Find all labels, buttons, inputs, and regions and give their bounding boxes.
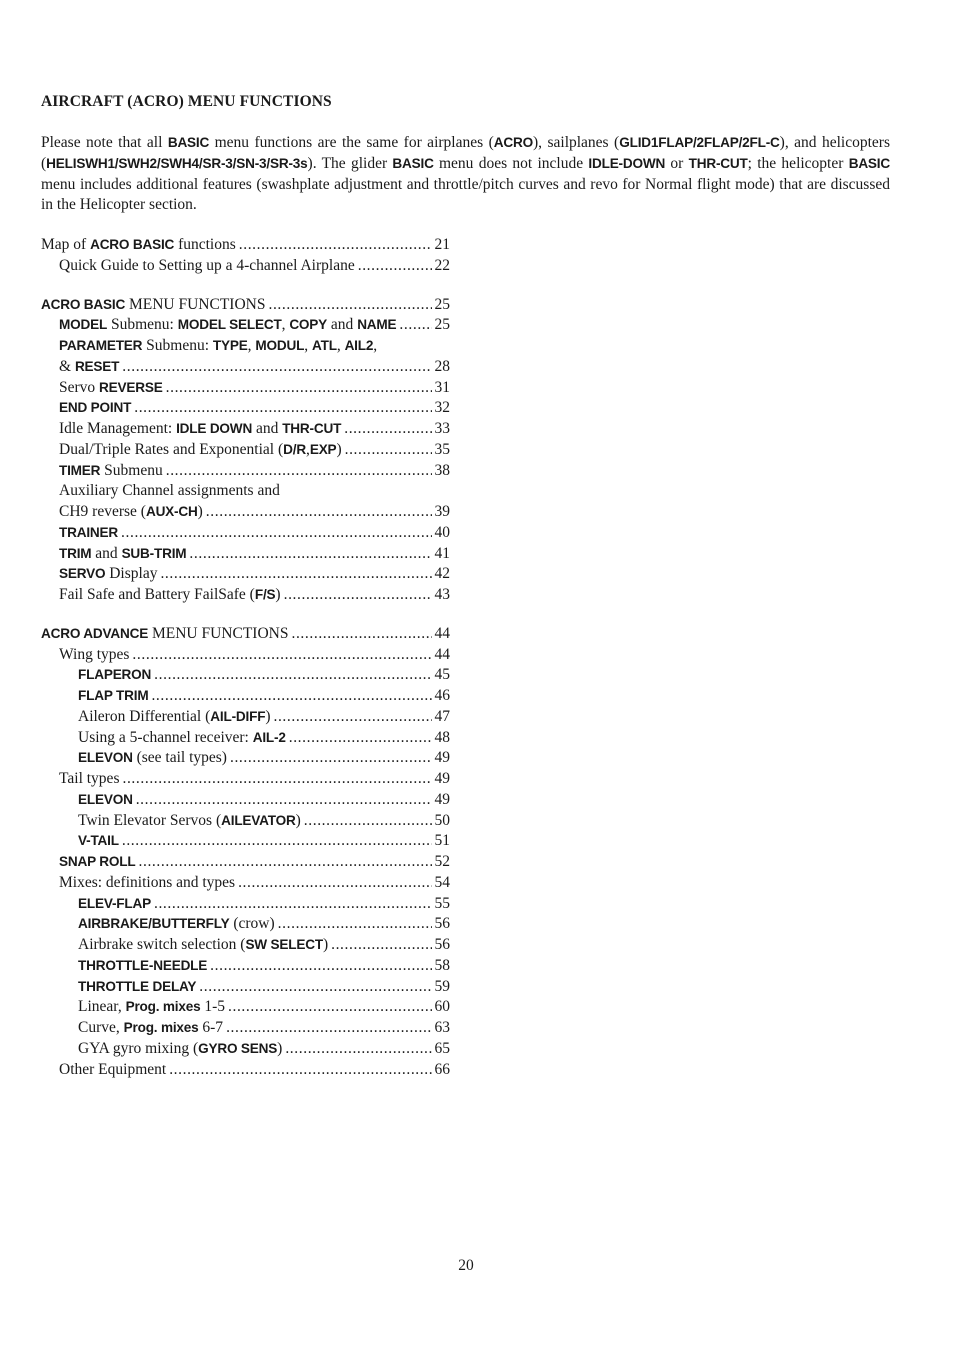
text-run: Dual/Triple Rates and Exponential (: [59, 440, 284, 458]
text-run: Linear,: [78, 998, 126, 1016]
toc-entry-label: [78, 665, 151, 686]
toc-entry[interactable]: [41, 235, 450, 256]
toc-entry[interactable]: [41, 440, 450, 461]
bold-term: TRAINER: [59, 524, 119, 540]
text-run: Please note that all: [41, 134, 168, 151]
text-run: Auxiliary Channel assignments and: [59, 482, 280, 500]
toc-entry-label: [41, 295, 265, 316]
toc-entry-label: [78, 686, 148, 707]
bold-term: IDLE-DOWN: [588, 155, 666, 171]
dot-leader: [134, 398, 431, 418]
toc-entry-label: [59, 398, 131, 419]
text-run: menu includes additional features (swashplate adjustment and throttle/pitch curves and revo for Normal flight mode) that are discussed in the Helicopter section.: [41, 175, 890, 214]
toc-page-number: 41: [434, 544, 450, 562]
toc-entry[interactable]: [41, 336, 450, 357]
toc-entry-label: [78, 1018, 223, 1039]
toc-page-number: 59: [434, 977, 450, 995]
dot-leader: [206, 502, 432, 522]
toc-page-number: 50: [434, 811, 450, 829]
toc-entry-label: [59, 440, 342, 461]
toc-page-number: 25: [434, 316, 450, 334]
text-run: Display: [105, 565, 158, 583]
text-run: (crow): [229, 915, 275, 933]
toc-entry-label: [59, 873, 235, 894]
toc-entry-label: [78, 790, 133, 811]
text-run: ): [197, 503, 203, 520]
toc-entry[interactable]: [41, 502, 450, 523]
dot-leader: [136, 790, 432, 810]
toc-page-number: 55: [434, 894, 450, 912]
bold-term: HELISWH1/SWH2/SWH4/SR-3/SN-3/SR-3s: [46, 155, 308, 171]
toc-page-number: 39: [434, 503, 450, 520]
toc-entry[interactable]: [41, 852, 450, 873]
dot-leader: [238, 873, 431, 893]
dot-leader: [399, 315, 431, 335]
toc-entry-label: [78, 831, 119, 852]
toc-entry-label: [59, 523, 118, 544]
text-run: ,: [336, 337, 345, 354]
dot-leader: [304, 811, 432, 831]
text-run: 6-7: [198, 1019, 224, 1036]
toc-entry-label: [59, 645, 129, 666]
bold-term: F/S: [254, 587, 276, 602]
toc-entry-label: [59, 585, 281, 606]
text-run: CH9 reverse (: [59, 503, 146, 520]
text-run: Submenu:: [142, 337, 213, 354]
text-run: Wing types: [59, 645, 130, 663]
toc-page-number: 52: [434, 853, 450, 870]
toc-entry[interactable]: [41, 997, 450, 1018]
toc-entry-label: [59, 769, 119, 790]
toc-entry-label: [59, 378, 163, 399]
toc-entry[interactable]: [41, 769, 450, 790]
dot-leader: [166, 461, 432, 481]
bold-term: RESET: [74, 358, 120, 374]
toc-page-number: 21: [434, 236, 450, 253]
bold-term: V-TAIL: [78, 833, 119, 849]
dot-leader: [230, 748, 432, 768]
toc-entry[interactable]: [41, 645, 450, 666]
table-of-contents: [41, 235, 450, 1080]
toc-page-number: 31: [434, 378, 450, 396]
toc-page-number: 44: [434, 645, 450, 663]
text-run: and: [327, 316, 358, 334]
toc-page-number: 47: [434, 707, 450, 725]
toc-entry-label: [78, 728, 286, 749]
text-run: Mixes: definitions and types: [59, 873, 236, 891]
dot-leader: [169, 1060, 431, 1080]
toc-entry-label: [78, 748, 227, 769]
dot-leader: [285, 1039, 431, 1059]
text-run: menu functions are the same for airplanes (: [209, 134, 494, 151]
toc-entry[interactable]: [41, 665, 450, 686]
bold-term: PARAMETER: [59, 338, 143, 353]
text-run: ,: [373, 337, 378, 354]
toc-entry-label: [59, 256, 355, 277]
bold-term: SUB-TRIM: [121, 545, 187, 561]
dot-leader: [278, 914, 432, 934]
dot-leader: [331, 935, 431, 955]
toc-entry[interactable]: [41, 873, 450, 894]
bold-term: AILEVATOR: [221, 812, 296, 828]
toc-entry[interactable]: [41, 544, 450, 565]
toc-entry[interactable]: [41, 419, 450, 440]
bold-term: ELEVON: [78, 791, 133, 807]
toc-page-number: 49: [434, 770, 450, 787]
text-run: ). The glider: [307, 154, 393, 172]
dot-leader: [121, 523, 431, 543]
toc-entry-label: [78, 914, 275, 935]
bold-term: MODEL: [59, 317, 108, 333]
text-run: Map of: [41, 236, 91, 253]
toc-page-number: 45: [434, 666, 450, 684]
dot-leader: [358, 256, 432, 276]
dot-leader: [228, 997, 432, 1017]
toc-entry-label: [59, 502, 203, 523]
text-run: and: [91, 544, 122, 562]
text-run: Submenu: [100, 461, 163, 479]
toc-entry[interactable]: [41, 686, 450, 707]
toc-entry[interactable]: [41, 914, 450, 935]
bold-term: AUX-CH: [145, 504, 198, 519]
bold-term: THROTTLE DELAY: [78, 978, 197, 994]
bold-term: EXP: [309, 441, 337, 457]
text-run: ,: [304, 337, 312, 354]
dot-leader: [151, 686, 431, 706]
toc-page-number: 56: [434, 915, 450, 933]
section-heading: AIRCRAFT (ACRO) MENU FUNCTIONS: [41, 93, 332, 110]
toc-entry-label: [59, 461, 163, 482]
manual-page: [41, 0, 891, 1350]
bold-term: ACRO ADVANCE: [41, 625, 149, 641]
text-run: ,: [247, 337, 256, 354]
bold-term: GYRO SENS: [198, 1040, 278, 1056]
bold-term: ELEVON: [78, 750, 133, 766]
text-run: ), sailplanes (: [532, 134, 620, 151]
toc-entry-label: [59, 564, 157, 585]
toc-entry-label: [78, 956, 207, 977]
toc-entry[interactable]: [41, 585, 450, 606]
dot-leader: [122, 357, 431, 377]
bold-term: AIRBRAKE/BUTTERFLY: [78, 916, 230, 932]
toc-entry-label: [41, 235, 236, 256]
toc-page-number: 35: [434, 440, 450, 458]
text-run: Using a 5-channel receiver:: [78, 728, 253, 746]
toc-entry[interactable]: [41, 378, 450, 399]
toc-page-number: 60: [434, 998, 450, 1016]
text-run: Idle Management:: [59, 420, 177, 437]
bold-term: COPY: [289, 317, 328, 333]
dot-leader: [189, 544, 431, 564]
toc-entry[interactable]: [41, 523, 450, 544]
dot-leader: [122, 769, 431, 789]
bold-term: ELEV-FLAP: [78, 895, 151, 911]
text-run: Quick Guide to Setting up a 4-channel Airplane: [59, 256, 355, 274]
dot-leader: [226, 1018, 431, 1038]
toc-entry[interactable]: [41, 728, 450, 749]
bold-term: FLAPERON: [78, 667, 152, 683]
toc-entry-label: [59, 852, 136, 873]
toc-page-number: 66: [434, 1060, 450, 1078]
bold-term: ATL: [311, 338, 337, 353]
dot-leader: [199, 977, 431, 997]
toc-page-number: 49: [434, 749, 450, 767]
dot-leader: [154, 665, 431, 685]
toc-entry[interactable]: [41, 811, 450, 832]
text-run: Submenu:: [107, 316, 178, 334]
text-run: ): [295, 811, 301, 829]
toc-page-number: 22: [434, 256, 450, 274]
toc-entry[interactable]: [41, 256, 450, 277]
dot-leader: [268, 295, 431, 315]
text-run: ,: [281, 316, 290, 334]
toc-entry-label: [59, 419, 341, 440]
toc-entry[interactable]: [41, 1060, 450, 1081]
toc-entry-label: [78, 811, 301, 832]
bold-term: NAME: [357, 317, 397, 333]
toc-entry-label: [78, 977, 196, 998]
toc-entry-label: [59, 357, 119, 378]
bold-term: REVERSE: [99, 379, 163, 395]
dot-leader: [210, 956, 431, 976]
text-run: ; the helicopter: [747, 154, 849, 172]
text-run: Airbrake switch selection (: [78, 936, 246, 953]
text-run: ): [277, 1039, 283, 1057]
toc-entry-label: [59, 1060, 166, 1081]
bold-term: TYPE: [212, 338, 248, 353]
toc-entry[interactable]: [41, 398, 450, 419]
toc-entry-label: [59, 544, 186, 565]
text-run: ): [322, 936, 329, 953]
toc-page-number: 65: [434, 1039, 450, 1057]
bold-term: D/R: [283, 441, 306, 457]
dot-leader: [160, 564, 431, 584]
toc-entry[interactable]: [41, 956, 450, 977]
toc-page-number: 28: [434, 357, 450, 375]
toc-page-number: 49: [434, 790, 450, 808]
bold-term: GLID1FLAP/2FLAP/2FL-C: [619, 135, 780, 150]
bold-term: AIL-DIFF: [210, 708, 266, 724]
dot-leader: [291, 624, 431, 644]
toc-page-number: 42: [434, 565, 450, 583]
toc-entry[interactable]: [41, 461, 450, 482]
dot-leader: [166, 378, 432, 398]
bold-term: AIL2: [344, 338, 374, 353]
text-run: ), and helicopters (: [41, 134, 890, 172]
text-run: ,: [305, 440, 310, 458]
toc-entry-label: [78, 707, 270, 728]
dot-leader: [289, 728, 432, 748]
bold-term: MODEL SELECT: [177, 317, 282, 333]
toc-entry[interactable]: [41, 1039, 450, 1060]
text-run: &: [59, 357, 75, 375]
text-run: menu does not include: [433, 154, 589, 172]
toc-page-number: 48: [434, 728, 450, 746]
text-run: Servo: [59, 378, 100, 396]
toc-page-number: 33: [434, 420, 450, 437]
bold-term: IDLE DOWN: [176, 421, 253, 436]
bold-term: MODUL: [255, 338, 305, 353]
text-run: ): [275, 586, 281, 603]
dot-leader: [345, 440, 432, 460]
toc-page-number: 32: [434, 399, 450, 417]
text-run: MENU FUNCTIONS: [125, 295, 266, 313]
bold-term: BASIC: [848, 155, 890, 171]
toc-entry-label: [59, 315, 396, 336]
text-run: functions: [174, 236, 236, 253]
text-run: ): [336, 440, 342, 458]
text-run: Tail types: [59, 770, 120, 787]
text-run: Fail Safe and Battery FailSafe (: [59, 586, 255, 603]
toc-entry[interactable]: [41, 790, 450, 811]
toc-page-number: 54: [434, 873, 450, 891]
bold-term: SERVO: [59, 566, 106, 582]
toc-page-number: 43: [434, 586, 450, 603]
toc-entry[interactable]: [41, 357, 450, 378]
toc-entry-label: [59, 336, 377, 357]
bold-term: ACRO BASIC: [41, 296, 126, 312]
toc-page-number: 40: [434, 523, 450, 541]
text-run: (see tail types): [132, 749, 227, 767]
text-run: GYA gyro mixing (: [78, 1039, 199, 1057]
toc-entry-label: [78, 1039, 282, 1060]
page-number: 20: [458, 1257, 474, 1274]
text-run: Other Equipment: [59, 1060, 167, 1078]
dot-leader: [154, 894, 432, 914]
dot-leader: [344, 419, 431, 439]
toc-page-number: 38: [434, 461, 450, 479]
bold-term: FLAP TRIM: [78, 688, 149, 703]
bold-term: THR-CUT: [688, 155, 748, 171]
dot-leader: [122, 831, 432, 851]
dot-leader: [273, 707, 431, 727]
text-run: or: [665, 154, 689, 172]
toc-entry-label: [41, 624, 288, 645]
toc-entry-label: [59, 481, 280, 502]
toc-entry[interactable]: [41, 977, 450, 998]
toc-entry[interactable]: [41, 831, 450, 852]
toc-entry[interactable]: [41, 1018, 450, 1039]
toc-entry-label: [78, 935, 328, 956]
text-run: MENU FUNCTIONS: [148, 624, 289, 642]
bold-term: THROTTLE-NEEDLE: [78, 957, 208, 973]
toc-entry[interactable]: [41, 935, 450, 956]
text-run: and: [252, 420, 283, 437]
toc-entry[interactable]: [41, 295, 450, 316]
toc-page-number: 63: [434, 1019, 450, 1036]
bold-term: TIMER: [59, 462, 101, 478]
dot-leader: [139, 852, 432, 872]
dot-leader: [284, 585, 432, 605]
toc-entry-label: [78, 997, 225, 1018]
toc-entry[interactable]: [41, 564, 450, 585]
bold-term: BASIC: [167, 135, 210, 150]
toc-page-number: 51: [434, 832, 450, 850]
toc-entry[interactable]: [41, 481, 450, 502]
bold-term: END POINT: [59, 400, 132, 416]
toc-entry[interactable]: [41, 315, 450, 336]
bold-term: Prog. mixes: [125, 999, 201, 1015]
toc-entry-label: [78, 894, 151, 915]
toc-page-number: 44: [434, 624, 450, 642]
bold-term: ACRO BASIC: [90, 237, 175, 252]
dot-leader: [239, 235, 432, 255]
bold-term: TRIM: [59, 545, 92, 561]
bold-term: Prog. mixes: [123, 1020, 199, 1035]
toc-entry[interactable]: [41, 894, 450, 915]
text-run: ): [265, 707, 271, 725]
toc-page-number: 25: [434, 295, 450, 313]
bold-term: SW SELECT: [245, 937, 323, 952]
bold-term: BASIC: [392, 155, 434, 171]
toc-page-number: 56: [434, 936, 450, 953]
toc-page-number: 58: [434, 956, 450, 974]
bold-term: ACRO: [493, 135, 533, 150]
toc-page-number: 46: [434, 687, 450, 704]
text-run: Aileron Differential (: [78, 707, 211, 725]
text-run: Curve,: [78, 1019, 124, 1036]
bold-term: THR-CUT: [282, 421, 342, 436]
bold-term: SNAP ROLL: [59, 854, 136, 869]
text-run: Twin Elevator Servos (: [78, 811, 222, 829]
dot-leader: [132, 645, 431, 665]
toc-entry[interactable]: [41, 707, 450, 728]
toc-entry[interactable]: [41, 748, 450, 769]
intro-paragraph: [41, 133, 890, 216]
bold-term: AIL-2: [252, 729, 286, 745]
text-run: 1-5: [200, 998, 225, 1016]
toc-entry[interactable]: [41, 624, 450, 645]
